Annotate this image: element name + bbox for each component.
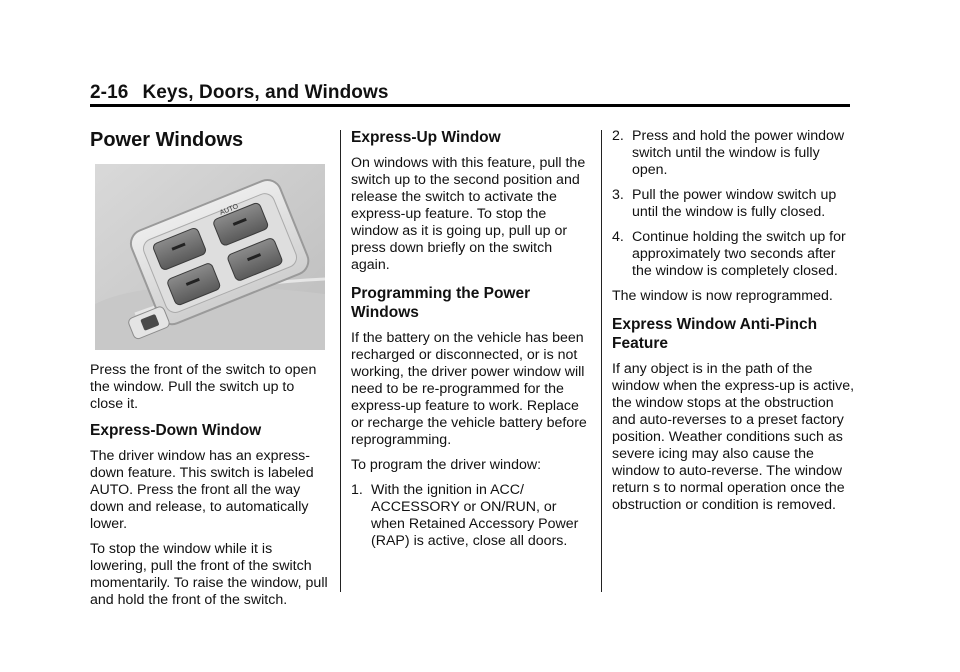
column-3 [612, 128, 857, 522]
column-divider [601, 130, 602, 592]
list-item [612, 128, 857, 179]
paragraph: If the battery on the vehicle has been recharged or disconnected, or is not working, the driver power window will need to be re-programmed for the express-up feature to work. Replace or recharge the vehicle battery before reprogramming. [351, 330, 587, 448]
step-text: Press and hold the power window switch until the window is fully open. [632, 128, 845, 178]
paragraph: To program the driver window: [351, 457, 542, 473]
list-item [612, 187, 857, 221]
step-text: Pull the power window switch up until the window is fully closed. [632, 187, 837, 220]
column-2 [351, 128, 591, 558]
heading-anti-pinch: Express Window Anti-Pinch Feature [612, 316, 818, 352]
step-number: 4. [612, 229, 624, 245]
page-header [90, 82, 389, 104]
heading-programming: Programming the Power Windows [351, 285, 531, 321]
step-text: Continue holding the switch up for approximately two seconds after the window is completely closed. [632, 229, 846, 279]
heading-express-down: Express-Down Window [90, 422, 262, 439]
paragraph: On windows with this feature, pull the switch up to the second position and release the switch to activate the express-up feature. To stop the window as it is going up, pull up or press down briefly on the switch again. [351, 155, 586, 273]
step-number: 1. [351, 482, 363, 498]
paragraph: The window is now reprogrammed. [612, 288, 833, 304]
page-title: Power Windows [90, 129, 244, 151]
column-1 [90, 128, 330, 617]
list-item [612, 229, 857, 280]
column-divider [340, 130, 341, 592]
paragraph: If any object is in the path of the window when the express-up is active, the window stops at the obstruction and auto-reverses to a preset factory position. Weather conditions such as severe icing may also cause the window to auto-reverse. The window return s to normal operation once the obstruction or condition is removed. [612, 361, 855, 513]
header-rule [90, 104, 850, 107]
list-item [351, 482, 591, 550]
paragraph: To stop the window while it is lowering, pull the front of the switch momentarily. To raise the window, pull and hold the front of the switch. [90, 541, 328, 608]
auto-label: AUTO [218, 203, 240, 217]
step-text: With the ignition in ACC/ ACCESSORY or ON/RUN, or when Retained Accessory Power (RAP) is active, close all doors. [371, 482, 579, 549]
step-number: 2. [612, 128, 624, 144]
power-window-switch-illustration [95, 164, 325, 350]
paragraph: The driver window has an express-down feature. This switch is labeled AUTO. Press the front all the way down and release, to automatically lower. [90, 448, 314, 532]
step-number: 3. [612, 187, 624, 203]
page-number: 2-16 [90, 82, 129, 103]
heading-express-up: Express-Up Window [351, 129, 501, 146]
paragraph: Press the front of the switch to open the window. Pull the switch up to close it. [90, 362, 317, 412]
section-title: Keys, Doors, and Windows [142, 82, 389, 103]
